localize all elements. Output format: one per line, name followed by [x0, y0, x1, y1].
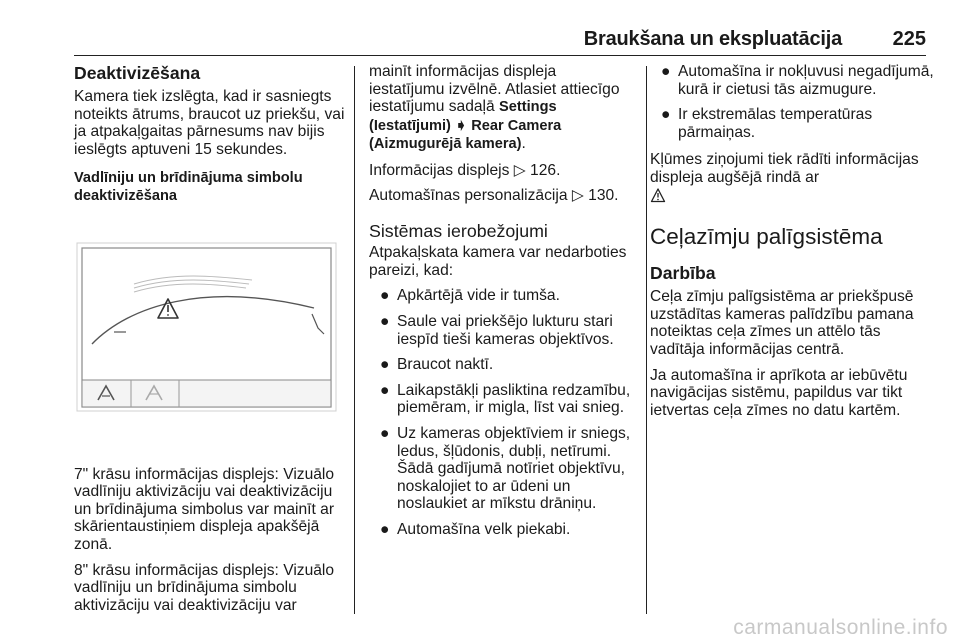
page-header [74, 28, 926, 56]
bullet-icon: ● [661, 106, 671, 124]
list-item: ● Ir ekstremālas temperatūras pārmaiņas. [661, 106, 873, 141]
bullet-icon: ● [380, 312, 390, 330]
bullet-icon: ● [380, 356, 390, 374]
list-item: ● Saule vai priekšējo lukturu stari iespīd tieši kameras objektīvos. [380, 312, 614, 348]
limitations-list [369, 287, 635, 538]
bullet-icon: ● [380, 424, 390, 442]
settings-path: Settings (Iestatījumi) ➧ Rear Camera (Aizmugurējā kamera) [369, 99, 562, 153]
settings-end: . [521, 135, 526, 153]
watermark: carmanualsonline.info [733, 616, 948, 639]
limitations-list-cont [650, 63, 934, 141]
bullet-icon: ● [661, 63, 671, 80]
settings-text: mainīt informācijas displeja iestatījumu izvēlnē. Atlasiet attiecīgo iestatījumu sadaļā [369, 63, 620, 116]
column-2 [369, 63, 635, 538]
page-number: 225 [892, 28, 926, 50]
column-3 [650, 63, 934, 419]
section-heading-traffic-sign-assist: Ceļazīmju palīgsistēma [650, 224, 883, 250]
list-item: ● Automašīna velk piekabi. [380, 520, 571, 538]
paragraph: Ceļa zīmju palīgsistēma ar priekšpusē uzstādītas kameras palīdzību pamana noteiktas ceļa zīmes un attēlo tās vadītāja informācijas centrā. [650, 288, 914, 358]
list-item: ● Braucot naktī. [380, 356, 494, 374]
bullet-icon: ● [380, 287, 390, 305]
paragraph: Ja automašīna ir aprīkota ar iebūvētu navigācijas sistēmu, papildus var tikt ietvertas ceļa zīmes no datu kartēm. [650, 366, 908, 419]
reference-info-display[interactable]: Informācijas displejs ▷ 126. [369, 161, 561, 179]
reference-personalization[interactable]: Automašīnas personalizācija ▷ 130. [369, 186, 619, 204]
rear-camera-display-figure [74, 236, 340, 417]
column-1 [74, 63, 346, 614]
paragraph: 7" krāsu informācijas displejs: Vizuālo vadlīniju aktivizāciju vai deaktivizāciju un brīdinājuma simbolus var mainīt ar skārientaustiņiem displeja apakšējā zonā. [74, 465, 335, 553]
paragraph: 8" krāsu informācijas displejs: Vizuālo vadlīniju un brīdinājuma simbolu aktivizāciju vai deaktivizāciju var [74, 561, 335, 614]
list-item: ● Uz kameras objektīviem ir sniegs, ledus, šļūdonis, dubļi, netīrumi. Šādā gadījumā notīriet objektīvu, noskalojiet to ar ūdeni un noslaukiet ar mīkstu drāniņu. [380, 424, 631, 513]
bullet-icon: ● [380, 381, 390, 399]
list-item: ● Automašīna ir nokļuvusi negadījumā, kurā ir cietusi tās aizmugure. [661, 63, 934, 98]
section-heading-limitations: Sistēmas ierobežojumi [369, 221, 548, 242]
camera-display-illustration [74, 236, 340, 417]
subheading-guidelines: Vadlīniju un brīdinājuma simbolu deaktivizēšana [74, 170, 303, 204]
bullet-icon: ● [380, 520, 390, 538]
paragraph-settings [369, 63, 635, 154]
section-heading-deactivation: Deaktivizēšana [74, 63, 201, 83]
paragraph: Atpakaļskata kamera var nedarboties pareizi, kad: [369, 244, 627, 279]
subheading-operation: Darbība [650, 263, 716, 284]
header-title: Braukšana un ekspluatācija [583, 28, 842, 50]
header-rule [74, 55, 926, 56]
list-item: ● Apkārtējā vide ir tumša. [380, 287, 560, 305]
paragraph: Kamera tiek izslēgta, kad ir sasniegts noteikts ātrums, braucot uz priekšu, vai ja atpakaļgaitas pārnesums nav bijis ieslēgts aptuveni 15 sekundes. [74, 88, 345, 158]
list-item: ● Laikapstākļi pasliktina redzamību, piemēram, ir migla, līst vai snieg. [380, 381, 631, 417]
column-divider-2 [646, 66, 647, 614]
paragraph-error-messages: Kļūmes ziņojumi tiek rādīti informācijas displeja augšējā rindā ar [650, 151, 934, 205]
warning-triangle-icon [650, 187, 666, 203]
softkey-bar [82, 380, 331, 407]
column-divider-1 [354, 66, 355, 614]
